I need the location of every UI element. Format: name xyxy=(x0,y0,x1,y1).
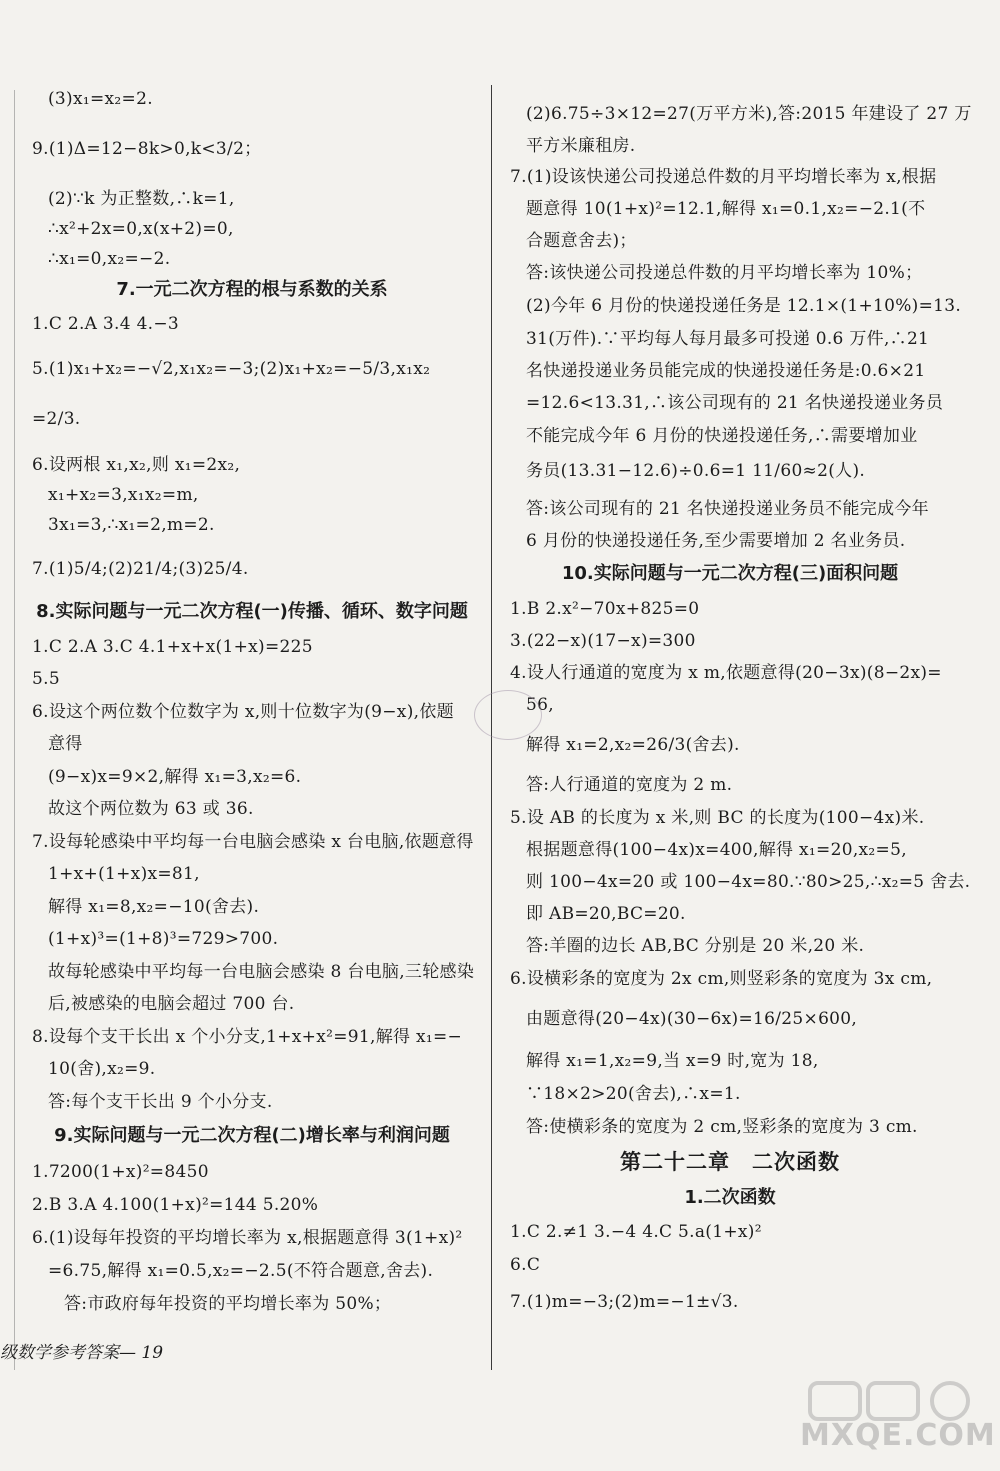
answer-line: 则 100−4x=20 或 100−4x=80.∵80>25,∴x₂=5 舍去. xyxy=(526,872,971,892)
answer-line: 6.设两根 x₁,x₂,则 x₁=2x₂, xyxy=(32,455,241,475)
answer-line: 1.C 2.A 3.C 4.1+x+x(1+x)=225 xyxy=(32,637,313,657)
answer-line: =6.75,解得 x₁=0.5,x₂=−2.5(不符合题意,舍去). xyxy=(48,1261,434,1281)
answer-line: 解得 x₁=8,x₂=−10(舍去). xyxy=(48,897,260,917)
answer-line: ∴x²+2x=0,x(x+2)=0, xyxy=(48,219,234,239)
answer-line: 1.C 2.A 3.4 4.−3 xyxy=(32,314,180,334)
answer-line: 6.设横彩条的宽度为 2x cm,则竖彩条的宽度为 3x cm, xyxy=(510,969,933,989)
section-heading: 9.实际问题与一元二次方程(二)增长率与利润问题 xyxy=(54,1125,450,1146)
answer-line: 7.(1)5/4;(2)21/4;(3)25/4. xyxy=(32,559,249,579)
answer-line: 答:使横彩条的宽度为 2 cm,竖彩条的宽度为 3 cm. xyxy=(526,1117,918,1137)
answer-line: (3)x₁=x₂=2. xyxy=(48,89,153,109)
answer-line: 平方米廉租房. xyxy=(526,136,636,156)
answer-line: 3x₁=3,∴x₁=2,m=2. xyxy=(48,515,215,535)
answer-line: 56, xyxy=(526,695,554,715)
answer-line: 即 AB=20,BC=20. xyxy=(526,904,686,924)
answer-line: 31(万件).∵平均每人每月最多可投递 0.6 万件,∴21 xyxy=(526,329,930,349)
answer-line: 务员(13.31−12.6)÷0.6=1 11/60≈2(人). xyxy=(526,461,866,481)
answer-line: 7.(1)设该快递公司投递总件数的月平均增长率为 x,根据 xyxy=(510,167,937,187)
answer-line: 5.设 AB 的长度为 x 米,则 BC 的长度为(100−4x)米. xyxy=(510,808,925,828)
answer-line: 8.设每个支干长出 x 个小分支,1+x+x²=91,解得 x₁=− xyxy=(32,1027,463,1047)
answer-line: x₁+x₂=3,x₁x₂=m, xyxy=(48,485,199,505)
answer-line: 6 月份的快递投递任务,至少需要增加 2 名业务员. xyxy=(526,531,906,551)
answer-line: 后,被感染的电脑会超过 700 台. xyxy=(48,994,295,1014)
answer-line: 由题意得(20−4x)(30−6x)=16/25×600, xyxy=(526,1009,858,1029)
answer-line: 根据题意得(100−4x)x=400,解得 x₁=20,x₂=5, xyxy=(526,840,907,860)
answer-line: 6.设这个两位数个位数字为 x,则十位数字为(9−x),依题 xyxy=(32,702,454,722)
answer-line: 答:该公司现有的 21 名快递投递业务员不能完成今年 xyxy=(526,499,929,519)
answer-line: 答:羊圈的边长 AB,BC 分别是 20 米,20 米. xyxy=(526,936,865,956)
answer-line: 9.(1)Δ=12−8k>0,k<3/2； xyxy=(32,139,262,159)
answer-line: 1.B 2.x²−70x+825=0 xyxy=(510,599,700,619)
answer-line: 6.(1)设每年投资的平均增长率为 x,根据题意得 3(1+x)² xyxy=(32,1228,463,1248)
answer-line: 题意得 10(1+x)²=12.1,解得 x₁=0.1,x₂=−2.1(不 xyxy=(526,199,926,219)
answer-line: 答:该快递公司投递总件数的月平均增长率为 10%； xyxy=(526,263,923,283)
answer-line: 1.7200(1+x)²=8450 xyxy=(32,1162,209,1182)
answer-line: (2)∵k 为正整数,∴k=1, xyxy=(48,189,235,209)
answer-line: 解得 x₁=1,x₂=9,当 x=9 时,宽为 18, xyxy=(526,1051,819,1071)
section-heading: 10.实际问题与一元二次方程(三)面积问题 xyxy=(561,563,899,584)
answer-line: 2.B 3.A 4.100(1+x)²=144 5.20% xyxy=(32,1195,319,1215)
answer-line: 1+x+(1+x)x=81, xyxy=(48,864,200,884)
answer-line: 答:市政府每年投资的平均增长率为 50%； xyxy=(64,1294,392,1314)
answer-line: (2)今年 6 月份的快递投递任务是 12.1×(1+10%)=13. xyxy=(526,296,962,316)
watermark-logo-icon xyxy=(800,1378,985,1423)
answer-line: 答:每个支干长出 9 个小分支. xyxy=(48,1092,273,1112)
answer-line: 答:人行通道的宽度为 2 m. xyxy=(526,775,733,795)
answer-line: 7.(1)m=−3;(2)m=−1±√3. xyxy=(510,1292,739,1312)
watermark-text: MXQE.COM xyxy=(800,1418,996,1453)
answer-line: 6.C xyxy=(510,1255,541,1275)
answer-line: =12.6<13.31,∴该公司现有的 21 名快递投递业务员 xyxy=(526,393,944,413)
answer-line: 5.(1)x₁+x₂=−√2,x₁x₂=−3;(2)x₁+x₂=−5/3,x₁x₂ xyxy=(32,359,431,379)
library-stamp xyxy=(474,690,542,740)
answer-line: ∵18×2>20(舍去),∴x=1. xyxy=(526,1084,741,1104)
answer-line: 5.5 xyxy=(32,669,60,689)
answer-line: (2)6.75÷3×12=27(万平方米),答:2015 年建设了 27 万 xyxy=(526,104,972,124)
watermark-logo xyxy=(800,1378,996,1468)
answer-line: 7.设每轮感染中平均每一台电脑会感染 x 台电脑,依题意得 xyxy=(32,832,474,852)
answer-line: 不能完成今年 6 月份的快递投递任务,∴需要增加业 xyxy=(526,426,918,446)
page-footer: 级数学参考答案— 19 xyxy=(0,1343,164,1363)
section-heading: 7.一元二次方程的根与系数的关系 xyxy=(116,279,388,300)
chapter-title: 第二十二章 二次函数 xyxy=(620,1150,840,1174)
answer-line: (1+x)³=(1+8)³=729>700. xyxy=(48,929,279,949)
answer-line: 4.设人行通道的宽度为 x m,依题意得(20−3x)(8−2x)= xyxy=(510,663,942,683)
section-heading: 8.实际问题与一元二次方程(一)传播、循环、数字问题 xyxy=(36,601,468,622)
left-margin-rule xyxy=(14,90,15,1370)
answer-line: (9−x)x=9×2,解得 x₁=3,x₂=6. xyxy=(48,767,302,787)
answer-line: 名快递投递业务员能完成的快递投递任务是:0.6×21 xyxy=(526,361,926,381)
section-heading: 1.二次函数 xyxy=(684,1187,776,1208)
answer-line: 10(舍),x₂=9. xyxy=(48,1059,156,1079)
answer-line: ∴x₁=0,x₂=−2. xyxy=(48,249,171,269)
answer-line: 1.C 2.≠1 3.−4 4.C 5.a(1+x)² xyxy=(510,1222,762,1242)
answer-line: =2/3. xyxy=(32,409,81,429)
answer-line: 合题意舍去)； xyxy=(526,231,637,251)
answer-line: 意得 xyxy=(48,734,83,754)
answer-line: 3.(22−x)(17−x)=300 xyxy=(510,631,696,651)
answer-line: 解得 x₁=2,x₂=26/3(舍去). xyxy=(526,735,740,755)
answer-line: 故每轮感染中平均每一台电脑会感染 8 台电脑,三轮感染 xyxy=(48,962,475,982)
answer-line: 故这个两位数为 63 或 36. xyxy=(48,799,254,819)
